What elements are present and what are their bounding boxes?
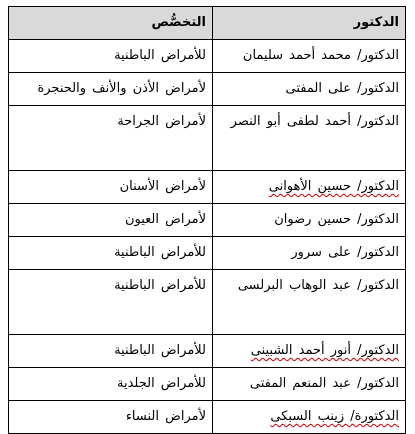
doctor-name: الدكتور/ أحمد لطفى أبو النصر xyxy=(213,106,406,171)
doctor-specialty: لأمراض الجراحة xyxy=(9,106,213,171)
doctor-name: الدكتورة/ زينب السبكى xyxy=(213,401,406,434)
doctor-name: الدكتور/ عبد الوهاب البرلسى xyxy=(213,270,406,335)
doctor-specialty: للأمراض الجلدية xyxy=(9,368,213,401)
table-row xyxy=(9,171,406,204)
doctor-specialty: لأمراض الأذن والأنف والحنجرة xyxy=(9,73,213,106)
doctor-name: الدكتور/ حسين الأهوانى xyxy=(213,171,406,204)
doctor-name: الدكتور/ أنور أحمد الشبينى xyxy=(213,335,406,368)
table-row xyxy=(9,73,406,106)
table-row xyxy=(9,368,406,401)
table-header-row xyxy=(9,7,406,40)
doctor-specialty: لأمراض العيون xyxy=(9,204,213,237)
header-doctor: الدكتور xyxy=(213,7,406,40)
doctor-name: الدكتور/ عبد المنعم المفتى xyxy=(213,368,406,401)
table-row xyxy=(9,40,406,73)
doctor-name: الدكتور/ على سرور xyxy=(213,237,406,270)
doctor-specialty: للأمراض الباطنية xyxy=(9,40,213,73)
doctor-specialty: لأمراض النساء xyxy=(9,401,213,434)
doctor-specialty: للأمراض الباطنية xyxy=(9,335,213,368)
table-row xyxy=(9,335,406,368)
doctor-specialty: لأمراض الأسنان xyxy=(9,171,213,204)
table-row xyxy=(9,401,406,434)
doctor-name: الدكتور/ على المفتى xyxy=(213,73,406,106)
doctor-name: الدكتور/ حسين رضوان xyxy=(213,204,406,237)
table-row xyxy=(9,204,406,237)
doctor-specialty: للأمراض الباطنية xyxy=(9,237,213,270)
header-specialty: التخصُّص xyxy=(9,7,213,40)
table-row xyxy=(9,270,406,335)
doctor-name: الدكتور/ محمد أحمد سليمان xyxy=(213,40,406,73)
doctors-table-container xyxy=(8,6,405,434)
doctors-specialties-table xyxy=(8,6,406,434)
table-row xyxy=(9,237,406,270)
table-row xyxy=(9,106,406,171)
doctor-specialty: للأمراض الباطنية xyxy=(9,270,213,335)
